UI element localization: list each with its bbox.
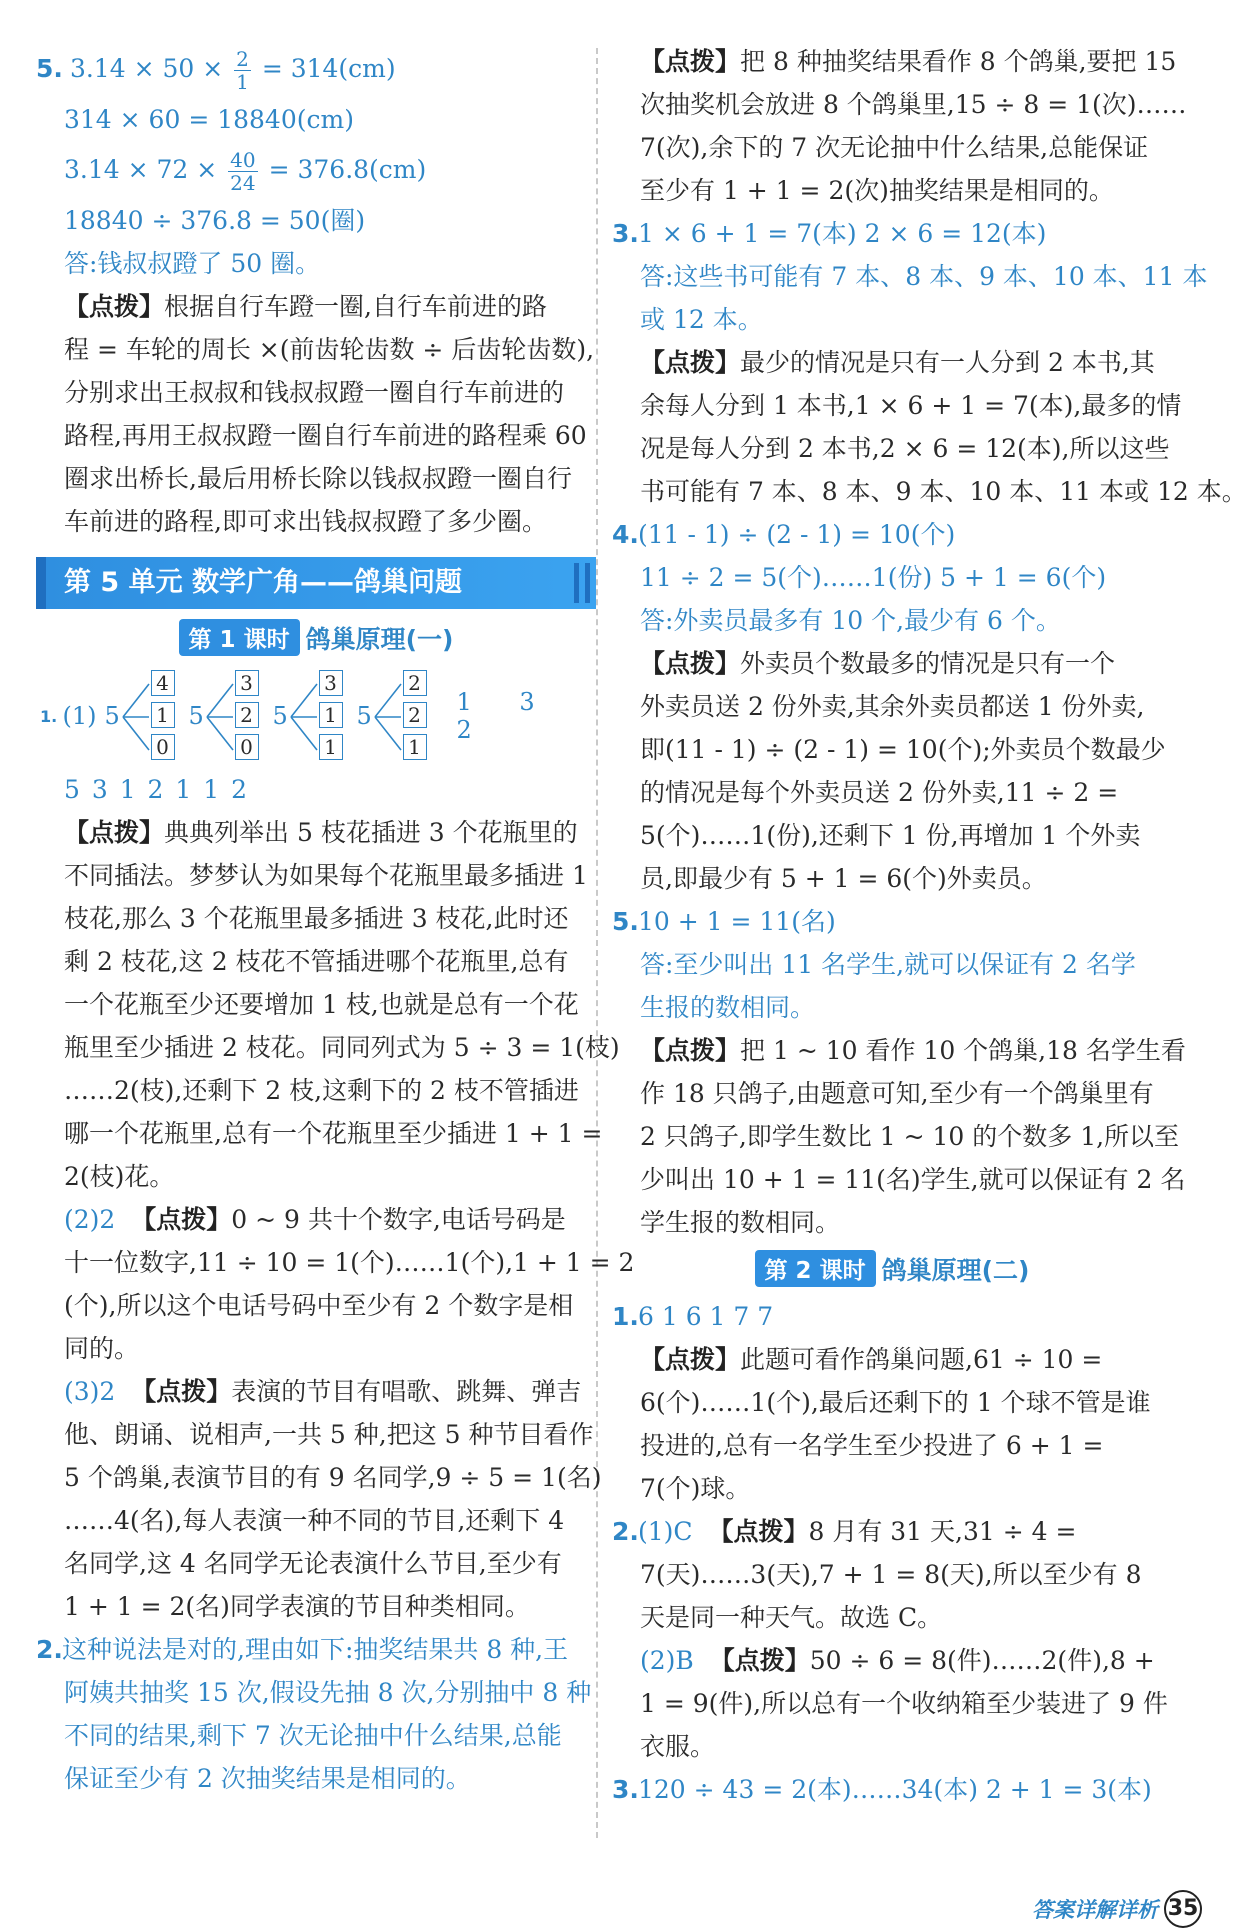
text-line: 7(次),余下的 7 次无论抽中什么结果,总能保证 (640, 133, 1149, 162)
text-line: 车前进的路程,即可求出钱叔叔蹬了多少圈。 (64, 507, 547, 536)
text-line: (个),所以这个电话号码中至少有 2 个数字是相 (64, 1291, 574, 1320)
question-number: 1. (612, 1302, 639, 1331)
lesson-tag: 第 1 课时 (179, 619, 300, 656)
text-line: 至少有 1 + 1 = 2(次)抽奖结果是相同的。 (640, 176, 1114, 205)
tip-line: (2)B 【点拨】50 ÷ 6 = 8(件)……2(件),8 + (640, 1646, 1155, 1675)
tip-line: 【点拨】此题可看作鸽巢问题,61 ÷ 10 = (640, 1345, 1103, 1374)
text-line: 外卖员送 2 份外卖,其余外卖员都送 1 份外卖, (640, 692, 1145, 721)
answer-line: 生报的数相同。 (640, 993, 816, 1022)
answer-line: 5. 3.14 × 50 × $\frac{2}{1}$ = 314(cm) (36, 40, 596, 98)
answer-line: 或 12 本。 (640, 305, 763, 334)
answer-line: 答:外卖员最多有 10 个,最少有 6 个。 (640, 606, 1061, 635)
split-tree (353, 666, 437, 766)
text-line: 剩 2 枝花,这 2 枝花不管插进哪个花瓶里,总有 (64, 947, 569, 976)
text-line: 十一位数字,11 ÷ 10 = 1(个)……1(个),1 + 1 = 2 (64, 1248, 635, 1277)
split-diagrams (40, 664, 596, 768)
text-line: 况是每人分到 2 本书,2 × 6 = 12(本),所以这些 (640, 434, 1170, 463)
answer-line: 3.14 × 72 × $\frac{40}{24}$ = 376.8(cm) (64, 148, 427, 195)
text-line: 瓶里至少插进 2 枝花。同同列式为 5 ÷ 3 = 1(枝) (64, 1033, 620, 1062)
tip-line: (2)2 【点拨】0 ~ 9 共十个数字,电话号码是 (64, 1205, 566, 1234)
answer-line: 11 ÷ 2 = 5(个)……1(份) 5 + 1 = 6(个) (640, 563, 1107, 592)
answer-line: 保证至少有 2 次抽奖结果是相同的。 (64, 1764, 471, 1793)
tree-box: 3 (235, 670, 259, 696)
tip-line: 【点拨】把 8 种抽奖结果看作 8 个鸽巢,要把 15 (640, 47, 1177, 76)
text-line: 2 只鸽子,即学生数比 1 ~ 10 的个数多 1,所以至 (640, 1122, 1180, 1151)
answer-line: 3.1 × 6 + 1 = 7(本) 2 × 6 = 12(本) (612, 212, 1172, 255)
tip-line: 【点拨】最少的情况是只有一人分到 2 本书,其 (640, 348, 1155, 377)
tip-label: 【点拨】 (640, 348, 741, 377)
tip-line: 【点拨】根据自行车蹬一圈,自行车前进的路 (64, 292, 547, 321)
tip-label: 【点拨】 (708, 1517, 809, 1546)
question-number: 1. (40, 706, 58, 726)
tree-box: 1 (403, 734, 427, 760)
sub-label: (1) (62, 702, 97, 730)
text-line: 作 18 只鸽子,由题意可知,至少有一个鸽巢里有 (640, 1079, 1154, 1108)
lesson-heading (612, 1250, 1172, 1287)
text-line: 一个花瓶至少还要增加 1 枝,也就是总有一个花 (64, 990, 579, 1019)
tree-box: 1 (151, 702, 175, 728)
text-line: 他、朗诵、说相声,一共 5 种,把这 5 种节目看作 (64, 1420, 594, 1449)
tree-root: 5 (188, 702, 204, 730)
text-line: 学生报的数相同。 (640, 1208, 841, 1237)
text-line: 的情况是每个外卖员送 2 份外卖,11 ÷ 2 = (640, 778, 1119, 807)
text-line: 1 + 1 = 2(名)同学表演的节目种类相同。 (64, 1592, 530, 1621)
fraction: $\frac{40}{24}$ (230, 148, 256, 195)
text-line: 分别求出王叔叔和钱叔叔蹬一圈自行车前进的 (64, 378, 565, 407)
tip-line: 2.(1)C 【点拨】8 月有 31 天,31 ÷ 4 = (612, 1510, 1172, 1553)
answer-line: 5 3 1 2 1 1 2 (64, 775, 250, 804)
answer-line: 2.这种说法是对的,理由如下:抽奖结果共 8 种,王 (36, 1628, 596, 1671)
answer-line: 答:钱叔叔蹬了 50 圈。 (64, 249, 321, 278)
fraction: $\frac{2}{1}$ (236, 47, 249, 94)
split-tree (185, 666, 269, 766)
text-line: 路程,再用王叔叔蹬一圈自行车前进的路程乘 60 (64, 421, 587, 450)
tip-label: 【点拨】 (64, 292, 165, 321)
unit-title-bar (36, 557, 596, 609)
branch-lines (371, 672, 405, 762)
tip-line: 【点拨】把 1 ~ 10 看作 10 个鸽巢,18 名学生看 (640, 1036, 1186, 1065)
text-line: 员,即最少有 5 + 1 = 6(个)外卖员。 (640, 864, 1047, 893)
text-line: 名同学,这 4 名同学无论表演什么节目,至少有 (64, 1549, 562, 1578)
tree-box: 2 (403, 702, 427, 728)
text-line: 哪一个花瓶里,总有一个花瓶里至少插进 1 + 1 = (64, 1119, 603, 1148)
branch-lines (119, 672, 153, 762)
split-tree (269, 666, 353, 766)
tip-label: 【点拨】 (640, 47, 741, 76)
question-number: 3. (612, 219, 639, 248)
question-number: 5. (612, 907, 639, 936)
tip-line: 【点拨】典典列举出 5 枝花插进 3 个花瓶里的 (64, 818, 578, 847)
text-line: ……4(名),每人表演一种不同的节目,还剩下 4 (64, 1506, 565, 1535)
question-number: 4. (612, 520, 639, 549)
text-line: 圈求出桥长,最后用桥长除以钱叔叔蹬一圈自行 (64, 464, 572, 493)
decorative-stripes (574, 563, 590, 603)
text-line: 次抽奖机会放进 8 个鸽巢里,15 ÷ 8 = 1(次)…… (640, 90, 1187, 119)
split-tree (101, 666, 185, 766)
text-line: 书可能有 7 本、8 本、9 本、10 本、11 本或 12 本。 (640, 477, 1247, 506)
answer-line: 不同的结果,剩下 7 次无论抽中什么结果,总能 (64, 1721, 562, 1750)
page-number: 35 (1164, 1890, 1202, 1928)
tree-box: 0 (235, 734, 259, 760)
tree-root: 5 (272, 702, 288, 730)
answer-line: 18840 ÷ 376.8 = 50(圈) (64, 206, 366, 235)
branch-lines (287, 672, 321, 762)
tip-label: 【点拨】 (131, 1205, 232, 1234)
tree-group (101, 666, 437, 766)
text-line: 天是同一种天气。故选 C。 (640, 1603, 943, 1632)
answer-line: 4.(11 - 1) ÷ (2 - 1) = 10(个) (612, 513, 1172, 556)
text-line: 2(枝)花。 (64, 1162, 175, 1191)
question-number: 2. (612, 1517, 639, 1546)
tree-box: 1 (319, 702, 343, 728)
question-number: 2. (36, 1635, 63, 1664)
answer-line: 答:这些书可能有 7 本、8 本、9 本、10 本、11 本 (640, 262, 1208, 291)
unit-title: 第 5 单元 数学广角——鸽巢问题 (64, 567, 462, 598)
tip-label: 【点拨】 (131, 1377, 232, 1406)
answer-line: 答:至少叫出 11 名学生,就可以保证有 2 名学 (640, 950, 1136, 979)
text-line: 1 = 9(件),所以总有一个收纳箱至少装进了 9 件 (640, 1689, 1168, 1718)
tip-label: 【点拨】 (709, 1646, 810, 1675)
lesson-title: 鸽巢原理(一) (305, 624, 454, 654)
answer-line: 阿姨共抽奖 15 次,假设先抽 8 次,分别抽中 8 种 (64, 1678, 592, 1707)
column-divider (596, 48, 598, 1838)
page-footer (1032, 1890, 1202, 1928)
text-line: 7(天)……3(天),7 + 1 = 8(天),所以至少有 8 (640, 1560, 1142, 1589)
answer-line: 314 × 60 = 18840(cm) (64, 105, 354, 134)
text-line: 6(个)……1(个),最后还剩下的 1 个球不管是谁 (640, 1388, 1151, 1417)
answer-line: 5.10 + 1 = 11(名) (612, 900, 1172, 943)
answer-line: 1.6 1 6 1 7 7 (612, 1295, 1172, 1338)
question-number: 3. (612, 1775, 639, 1804)
tree-box: 3 (319, 670, 343, 696)
tip-line: (3)2 【点拨】表演的节目有唱歌、跳舞、弹吉 (64, 1377, 582, 1406)
text-line: 衣服。 (640, 1732, 716, 1761)
question-number: 5. (36, 54, 63, 83)
text-line: 5 个鸽巢,表演节目的有 9 名同学,9 ÷ 5 = 1(名) (64, 1463, 602, 1492)
text-line: 少叫出 10 + 1 = 11(名)学生,就可以保证有 2 名 (640, 1165, 1186, 1194)
tree-box: 2 (235, 702, 259, 728)
text-line: 枝花,那么 3 个花瓶里最多插进 3 枝花,此时还 (64, 904, 569, 933)
footer-label: 答案详解详析 (1032, 1898, 1158, 1922)
text-line: 程 = 车轮的周长 ×(前齿轮齿数 ÷ 后齿轮齿数), (64, 335, 595, 364)
text-line: ……2(枝),还剩下 2 枝,这剩下的 2 枝不管插进 (64, 1076, 579, 1105)
text-line: 不同插法。梦梦认为如果每个花瓶里最多插进 1 (64, 861, 588, 890)
tree-box: 0 (151, 734, 175, 760)
tree-box: 2 (403, 670, 427, 696)
text-line: 投进的,总有一名学生至少投进了 6 + 1 = (640, 1431, 1104, 1460)
text-line: 5(个)……1(份),还剩下 1 份,再增加 1 个外卖 (640, 821, 1141, 850)
tip-label: 【点拨】 (640, 1036, 741, 1065)
lesson-heading (36, 619, 596, 656)
tree-box: 1 (319, 734, 343, 760)
text-line: 同的。 (64, 1334, 140, 1363)
tree-box: 4 (151, 670, 175, 696)
right-column (612, 40, 1247, 1811)
tip-label: 【点拨】 (640, 649, 741, 678)
tree-answers: 1 3 2 (456, 688, 555, 744)
lesson-tag: 第 2 课时 (755, 1250, 876, 1287)
tip-line: 【点拨】外卖员个数最多的情况是只有一个 (640, 649, 1116, 678)
branch-lines (203, 672, 237, 762)
tip-label: 【点拨】 (640, 1345, 741, 1374)
text-line: 余每人分到 1 本书,1 × 6 + 1 = 7(本),最多的情 (640, 391, 1182, 420)
lesson-title: 鸽巢原理(二) (881, 1255, 1030, 1285)
answer-line: 3.120 ÷ 43 = 2(本)……34(本) 2 + 1 = 3(本) (612, 1768, 1172, 1811)
text-line: 7(个)球。 (640, 1474, 751, 1503)
text-line: 即(11 - 1) ÷ (2 - 1) = 10(个);外卖员个数最少 (640, 735, 1166, 764)
tree-root: 5 (356, 702, 372, 730)
tree-root: 5 (104, 702, 120, 730)
left-column (36, 40, 635, 1800)
tip-label: 【点拨】 (64, 818, 165, 847)
